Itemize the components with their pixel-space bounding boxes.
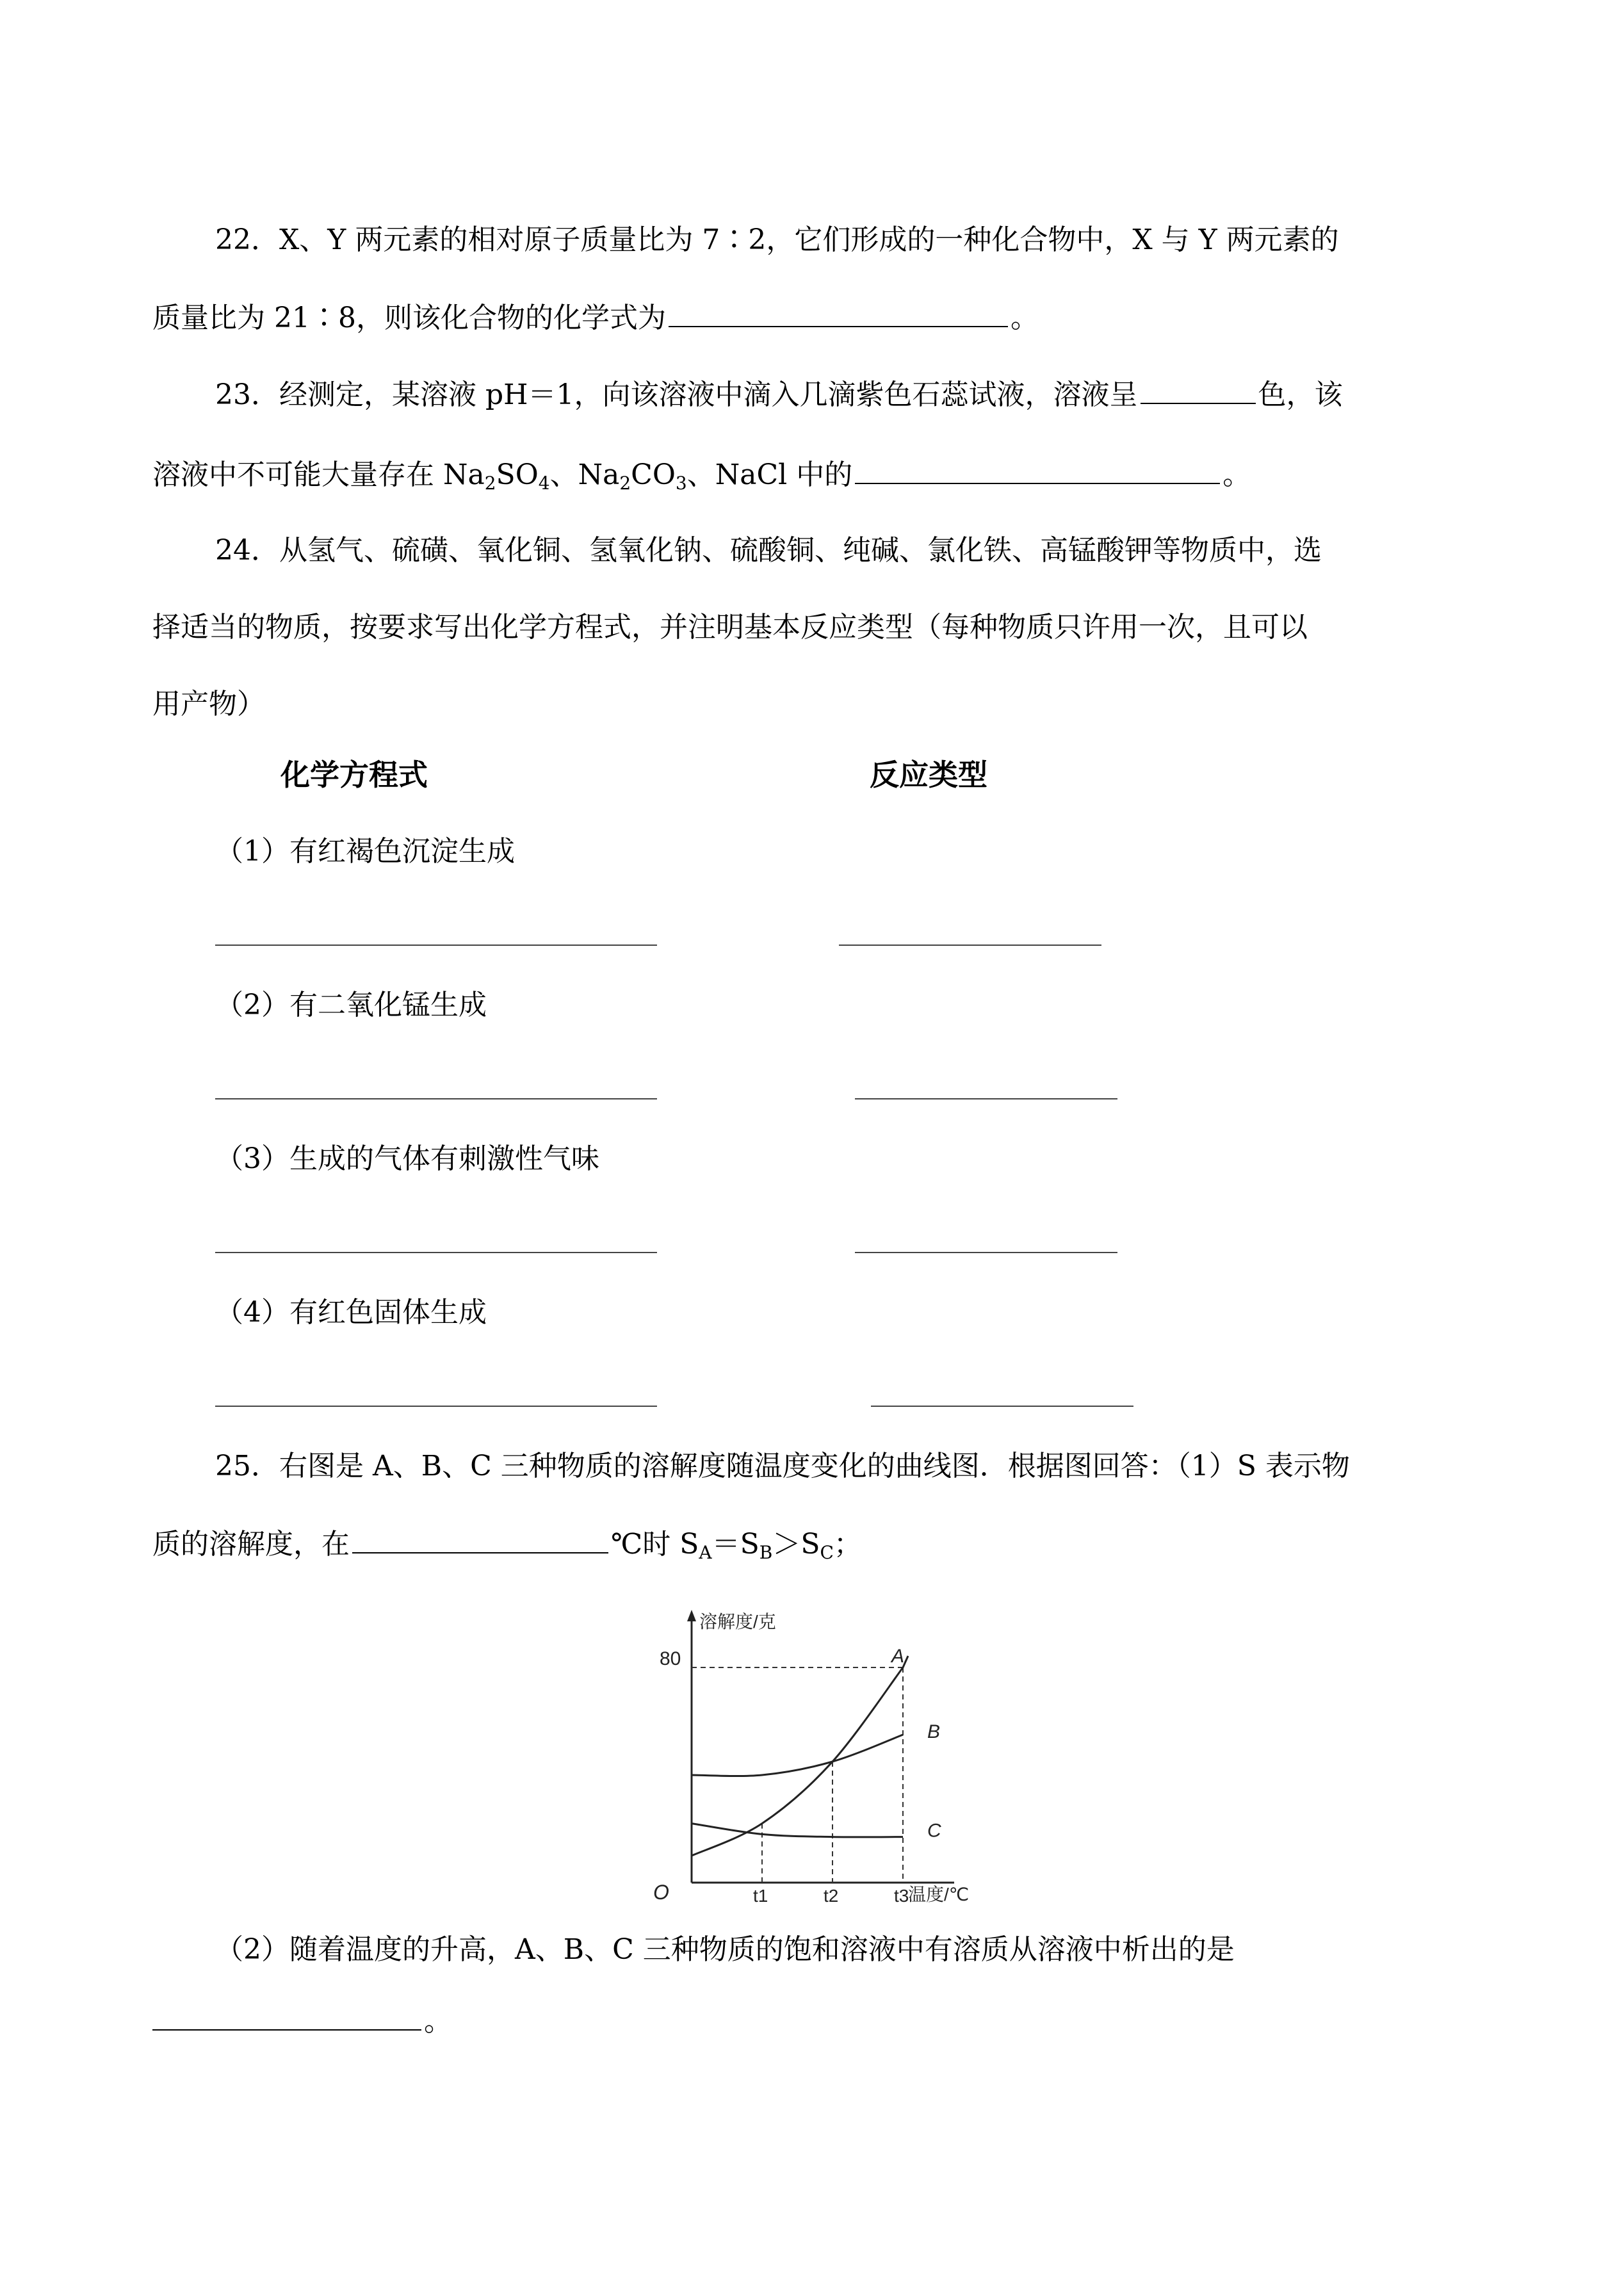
q24-line2: 择适当的物质，按要求写出化学方程式，并注明基本反应类型（每种物质只许用一次，且可以	[152, 611, 1308, 644]
x-axis-label: 温度/℃	[908, 1885, 970, 1904]
q25-celsius: ℃时 S	[611, 1528, 699, 1561]
q25-sub-a: A	[699, 1542, 712, 1563]
x-tick-t1: t1	[753, 1886, 768, 1906]
header-reaction-type: 反应类型	[870, 758, 987, 792]
q25-part2-line2	[152, 2001, 1491, 2041]
q24-item-3: （3）生成的气体有刺激性气味	[215, 1142, 599, 1175]
q24-line3: 用产物）	[152, 688, 265, 720]
origin-label: O	[653, 1881, 669, 1904]
header-equation: 化学方程式	[280, 758, 428, 792]
q23-co3: CO	[631, 458, 676, 491]
q25-sub-b: B	[759, 1542, 773, 1563]
q23-nacl: 、NaCl 中的	[686, 458, 853, 491]
q25-temp-blank[interactable]	[352, 1524, 608, 1553]
q24-item-2: （2）有二氧化锰生成	[215, 989, 487, 1021]
type-line-3[interactable]	[855, 1252, 1117, 1253]
q25-part2-blank[interactable]	[152, 2001, 421, 2031]
q25-part2-line1: （2）随着温度的升高，A、B、C 三种物质的饱和溶液中有溶质从溶液中析出的是	[215, 1933, 1235, 1966]
q25-sub-c: C	[820, 1542, 834, 1563]
series-label-C: C	[927, 1820, 941, 1842]
type-line-1[interactable]	[839, 945, 1101, 946]
q25-line1: 25．右图是 A、B、C 三种物质的溶解度随温度变化的曲线图．根据图回答：（1）S 表示物	[215, 1450, 1350, 1482]
curve-A	[692, 1656, 908, 1856]
q22-line2-end: 。	[1010, 302, 1039, 334]
curve-B	[692, 1735, 903, 1776]
solubility-chart	[640, 1601, 999, 1908]
q22-line2	[152, 298, 1491, 337]
type-line-4[interactable]	[871, 1406, 1133, 1407]
q23-sub: 4	[538, 473, 550, 494]
type-line-2[interactable]	[855, 1098, 1117, 1099]
q24-item-4: （4）有红色固体生成	[215, 1296, 487, 1329]
equation-line-3[interactable]	[215, 1252, 657, 1253]
y-tick-80: 80	[660, 1648, 681, 1669]
q23-line2-end: 。	[1222, 458, 1251, 491]
solubility-figure	[640, 1601, 999, 1908]
x-tick-t3: t3	[894, 1886, 909, 1906]
q23-answer-blank[interactable]	[855, 455, 1220, 484]
q23-line1-text: 23．经测定，某溶液 pH＝1，向该溶液中滴入几滴紫色石蕊试液，溶液呈	[215, 378, 1138, 411]
equation-line-2[interactable]	[215, 1098, 657, 1099]
q23-line2-text: 溶液中不可能大量存在 Na	[152, 458, 485, 491]
series-label-A: A	[891, 1646, 905, 1667]
q23-color-blank[interactable]	[1141, 375, 1256, 404]
q22-line1: 22．X、Y 两元素的相对原子质量比为 7∶2，它们形成的一种化合物中，X 与 Y 两元素的	[215, 223, 1339, 256]
q22-answer-blank[interactable]	[669, 298, 1008, 327]
q24-item-1: （1）有红褐色沉淀生成	[215, 835, 515, 868]
q24-line1: 24．从氢气、硫磺、氧化铜、氢氧化钠、硫酸铜、纯碱、氯化铁、高锰酸钾等物质中，选	[215, 534, 1322, 567]
q23-line1-end: 色，该	[1258, 378, 1343, 411]
q23-line1	[215, 375, 1554, 414]
q23-sep: 、Na	[549, 458, 620, 491]
q22-line2-text: 质量比为 21∶8，则该化合物的化学式为	[152, 302, 666, 334]
y-axis-arrow-icon	[687, 1610, 696, 1621]
q23-line2	[152, 455, 1491, 503]
x-tick-t2: t2	[824, 1886, 839, 1906]
y-axis-label: 溶解度/克	[699, 1612, 776, 1632]
q25-eq: ＝S	[711, 1528, 759, 1561]
q25-line2-text: 质的溶解度，在	[152, 1528, 350, 1561]
q23-sub: 2	[484, 473, 496, 494]
series-label-B: B	[927, 1721, 941, 1742]
q23-so4: SO	[496, 458, 539, 491]
q25-line2-end: ；	[833, 1528, 862, 1561]
q25-gt: ＞S	[772, 1528, 820, 1561]
q25-line2	[152, 1524, 1491, 1572]
equation-line-1[interactable]	[215, 945, 657, 946]
q23-sub: 2	[619, 473, 631, 494]
curve-C	[692, 1824, 903, 1837]
q23-sub: 3	[675, 473, 687, 494]
equation-line-4[interactable]	[215, 1406, 657, 1407]
q25-part2-end: 。	[424, 2005, 452, 2038]
